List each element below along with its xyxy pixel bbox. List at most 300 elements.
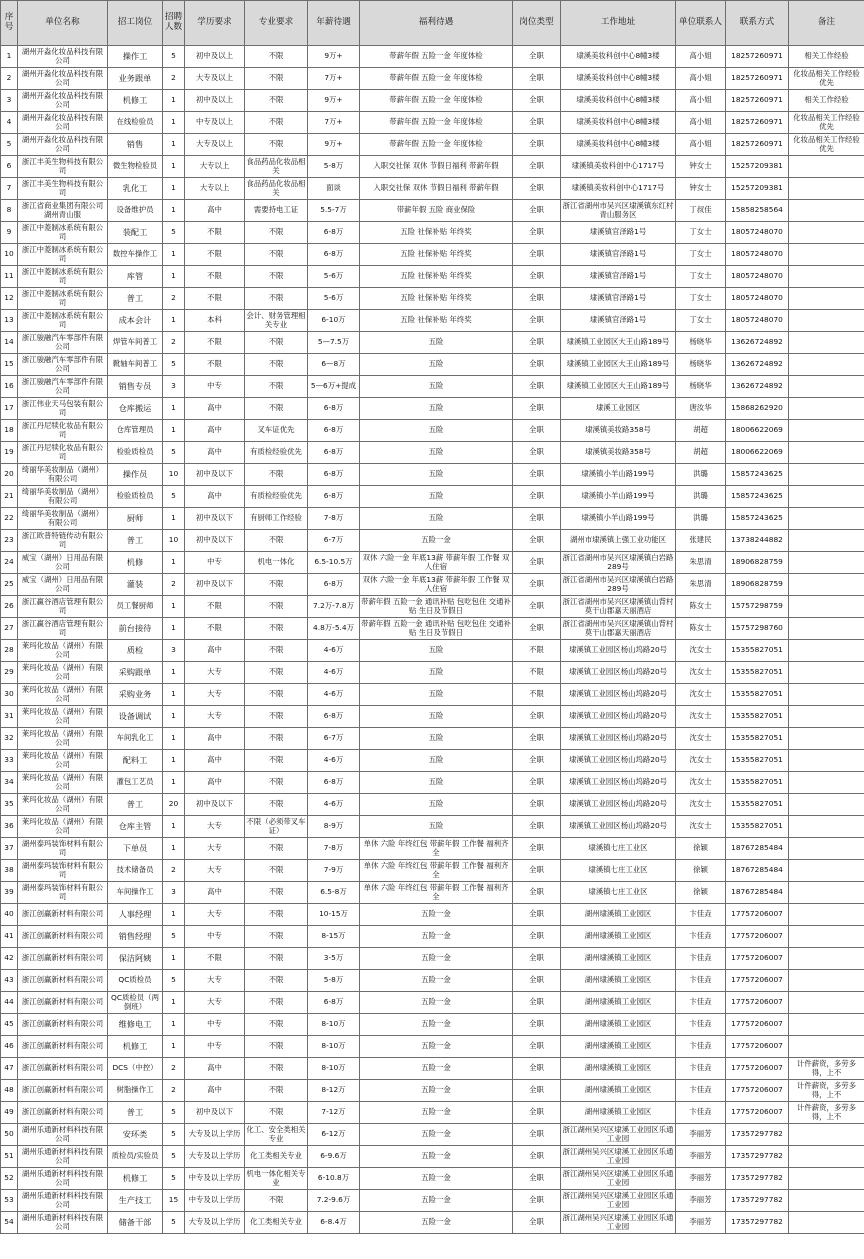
col-education-cell: 初中及以下	[185, 1102, 245, 1124]
col-job-type-cell: 全职	[513, 486, 561, 508]
col-major-cell: 不限	[245, 772, 308, 794]
col-salary-cell: 6-7万	[308, 530, 360, 552]
table-row	[1, 882, 864, 904]
col-address-cell: 埭溪镇官泽路1号	[561, 244, 676, 266]
col-major-cell: 不限	[245, 134, 308, 156]
col-index-cell: 46	[1, 1036, 18, 1058]
col-major-cell: 食品药品化妆品相关	[245, 156, 308, 178]
col-address-cell: 浙江省湖州市吴兴区埭溪镇山背村莫干山郡嘉天丽酒店	[561, 618, 676, 640]
col-phone-cell: 17357297782	[726, 1190, 789, 1212]
col-address-cell: 埭溪镇工业园区杨山坞路20号	[561, 794, 676, 816]
col-phone-cell: 15257209381	[726, 178, 789, 200]
col-headcount-cell: 1	[163, 90, 185, 112]
col-headcount-cell: 2	[163, 68, 185, 90]
col-headcount-cell: 5	[163, 1212, 185, 1234]
col-remarks-cell	[789, 860, 864, 882]
col-job-type-cell: 全职	[513, 46, 561, 68]
col-company-cell: 浙江丹尼犊化妆品有限公司	[18, 420, 108, 442]
col-remarks-cell	[789, 376, 864, 398]
col-remarks-cell	[789, 574, 864, 596]
col-phone-cell: 15355827051	[726, 640, 789, 662]
col-benefits-cell: 带薪年假 五险 商业保险	[360, 200, 513, 222]
col-contact-cell: 卞佳垚	[676, 1014, 726, 1036]
col-job-type-cell: 全职	[513, 222, 561, 244]
col-headcount-cell: 1	[163, 618, 185, 640]
col-contact-cell: 丁叔佳	[676, 200, 726, 222]
col-headcount-cell: 1	[163, 1014, 185, 1036]
col-phone-cell: 17757206007	[726, 1058, 789, 1080]
col-major-cell: 不限	[245, 596, 308, 618]
col-index-cell: 25	[1, 574, 18, 596]
col-major-cell: 不限	[245, 970, 308, 992]
col-education-cell: 高中	[185, 442, 245, 464]
col-address-cell: 埭溪镇工业园区大王山路189号	[561, 354, 676, 376]
col-headcount-cell: 3	[163, 882, 185, 904]
col-headcount-cell: 1	[163, 684, 185, 706]
col-education-cell: 中专及以上	[185, 112, 245, 134]
col-benefits-cell: 五险一金	[360, 1036, 513, 1058]
col-headcount-cell: 2	[163, 574, 185, 596]
col-index-cell: 28	[1, 640, 18, 662]
col-contact-cell: 沈女士	[676, 772, 726, 794]
col-index-cell: 10	[1, 244, 18, 266]
col-salary-cell: 8-10万	[308, 1058, 360, 1080]
col-index-cell: 6	[1, 156, 18, 178]
col-contact-cell: 洪璐	[676, 508, 726, 530]
col-contact-cell: 胡超	[676, 442, 726, 464]
table-row	[1, 948, 864, 970]
col-address-cell: 埭溪镇官泽路1号	[561, 288, 676, 310]
col-contact-cell: 卞佳垚	[676, 1080, 726, 1102]
col-index-cell: 44	[1, 992, 18, 1014]
col-phone-cell: 18767285484	[726, 838, 789, 860]
col-education-cell: 大专	[185, 992, 245, 1014]
col-headcount-cell: 1	[163, 816, 185, 838]
col-contact-cell: 高小姐	[676, 90, 726, 112]
col-company-cell: 湖州泰玛装饰材料有限公司	[18, 882, 108, 904]
col-headcount-cell: 1	[163, 420, 185, 442]
col-position-cell: 库管	[108, 266, 163, 288]
col-benefits-cell: 带薪年假 五险一金 年度体检	[360, 68, 513, 90]
col-headcount-cell: 5	[163, 926, 185, 948]
col-remarks-cell	[789, 200, 864, 222]
col-index-cell: 7	[1, 178, 18, 200]
col-headcount-cell: 20	[163, 794, 185, 816]
col-index-cell: 41	[1, 926, 18, 948]
col-benefits-cell: 五险一金	[360, 992, 513, 1014]
col-benefits-cell: 五险 社保补贴 年终奖	[360, 310, 513, 332]
col-job-type-cell: 全职	[513, 1146, 561, 1168]
col-headcount-cell: 5	[163, 46, 185, 68]
table-row	[1, 1014, 864, 1036]
col-phone-cell: 15757298760	[726, 618, 789, 640]
col-major-cell: 不限（必须带叉车证）	[245, 816, 308, 838]
col-position-cell: 普工	[108, 1102, 163, 1124]
table-row	[1, 772, 864, 794]
col-index-cell: 4	[1, 112, 18, 134]
col-position-cell: 生产技工	[108, 1190, 163, 1212]
col-benefits-cell: 五险一金	[360, 1168, 513, 1190]
col-index-cell: 14	[1, 332, 18, 354]
col-index-cell: 31	[1, 706, 18, 728]
col-benefits-cell: 五险	[360, 750, 513, 772]
col-salary-cell: 5-8万	[308, 970, 360, 992]
header-row	[1, 1, 864, 46]
col-benefits-cell: 五险 社保补贴 年终奖	[360, 222, 513, 244]
col-index-cell: 53	[1, 1190, 18, 1212]
col-phone-cell: 15757298759	[726, 596, 789, 618]
col-index-cell: 39	[1, 882, 18, 904]
col-company-cell: 威宝（湖州）日用品有限公司	[18, 552, 108, 574]
table-row	[1, 398, 864, 420]
col-position-cell: 灌装	[108, 574, 163, 596]
col-phone-cell: 15355827051	[726, 816, 789, 838]
col-remarks-cell	[789, 508, 864, 530]
col-headcount-cell: 2	[163, 1080, 185, 1102]
col-address-cell: 埭溪镇美妆科创中心1717号	[561, 178, 676, 200]
col-job-type-cell: 全职	[513, 420, 561, 442]
table-row	[1, 486, 864, 508]
table-row	[1, 904, 864, 926]
col-contact-cell: 卞佳垚	[676, 1036, 726, 1058]
col-remarks-cell	[789, 222, 864, 244]
table-row	[1, 750, 864, 772]
col-index-cell: 23	[1, 530, 18, 552]
col-headcount-cell: 1	[163, 992, 185, 1014]
col-company-cell: 浙江骏融汽车零部件有限公司	[18, 332, 108, 354]
col-remarks-cell: 化妆品相关工作经验优先	[789, 68, 864, 90]
col-education-cell: 本科	[185, 310, 245, 332]
col-education-cell: 大专以上	[185, 178, 245, 200]
table-row	[1, 508, 864, 530]
col-position-cell: 检验质检员	[108, 486, 163, 508]
col-company-cell: 湖州泰玛装饰材料有限公司	[18, 860, 108, 882]
col-index-cell: 43	[1, 970, 18, 992]
col-benefits-cell: 五险	[360, 486, 513, 508]
col-contact-cell: 唐汝华	[676, 398, 726, 420]
col-remarks-cell	[789, 662, 864, 684]
col-address-cell: 埭溪美妆科创中心8幢3楼	[561, 134, 676, 156]
col-position-cell: 机修工	[108, 1168, 163, 1190]
col-job-type-cell: 全职	[513, 838, 561, 860]
col-remarks-cell: 化妆品相关工作经验优先	[789, 112, 864, 134]
col-job-type-cell: 全职	[513, 134, 561, 156]
col-company-cell: 浙江丰美生物科技有限公司	[18, 156, 108, 178]
col-job-type-cell: 全职	[513, 728, 561, 750]
col-address-cell: 埭溪工业园区	[561, 398, 676, 420]
table-row	[1, 1190, 864, 1212]
col-address-cell: 埭溪镇七庄工业区	[561, 860, 676, 882]
col-benefits-cell: 入职交社保 双休 节假日福利 带薪年假	[360, 178, 513, 200]
col-job-type-cell: 全职	[513, 464, 561, 486]
col-company-cell: 莱玛化妆品（湖州）有限公司	[18, 662, 108, 684]
col-remarks-cell	[789, 618, 864, 640]
col-phone-cell: 17757206007	[726, 904, 789, 926]
col-phone-cell: 18906828759	[726, 552, 789, 574]
col-education-cell: 高中	[185, 772, 245, 794]
col-education-cell: 中专	[185, 1014, 245, 1036]
col-phone-cell: 15355827051	[726, 794, 789, 816]
col-salary-cell: 3-5万	[308, 948, 360, 970]
col-position-cell: 仓库主管	[108, 816, 163, 838]
col-position-cell: QC质检员	[108, 970, 163, 992]
col-benefits-cell: 五险	[360, 816, 513, 838]
col-index-cell: 34	[1, 772, 18, 794]
col-education-cell: 中专	[185, 926, 245, 948]
col-position-cell: 仓库管理员	[108, 420, 163, 442]
col-position-cell: 销售专员	[108, 376, 163, 398]
col-remarks-cell	[789, 1124, 864, 1146]
col-job-type-cell: 全职	[513, 1168, 561, 1190]
col-position-cell: 普工	[108, 530, 163, 552]
col-address-cell: 埭溪镇工业园区杨山坞路20号	[561, 640, 676, 662]
col-major-cell: 不限	[245, 728, 308, 750]
col-position-cell: 销售经理	[108, 926, 163, 948]
col-index-cell: 9	[1, 222, 18, 244]
col-benefits-cell: 五险一金	[360, 904, 513, 926]
col-headcount-cell: 5	[163, 354, 185, 376]
col-company-cell: 浙江赢谷酒店管理有限公司	[18, 596, 108, 618]
col-major-cell: 不限	[245, 926, 308, 948]
col-headcount-cell: 10	[163, 530, 185, 552]
col-contact-cell: 徐颖	[676, 882, 726, 904]
col-job-type-cell: 全职	[513, 618, 561, 640]
col-headcount-cell: 1	[163, 772, 185, 794]
col-salary-cell: 4-6万	[308, 794, 360, 816]
col-major-cell: 不限	[245, 464, 308, 486]
col-position-cell: 乳化工	[108, 178, 163, 200]
col-index-cell: 18	[1, 420, 18, 442]
col-phone-cell: 15355827051	[726, 706, 789, 728]
col-index-cell: 48	[1, 1080, 18, 1102]
col-address-cell: 埭溪镇小羊山路199号	[561, 508, 676, 530]
col-education-cell: 高中	[185, 728, 245, 750]
col-company-cell: 绮丽华美妆制品（湖州）有限公司	[18, 486, 108, 508]
table-row	[1, 552, 864, 574]
col-phone-cell: 15355827051	[726, 750, 789, 772]
col-phone-cell: 18257260971	[726, 68, 789, 90]
col-index-cell: 12	[1, 288, 18, 310]
col-index-cell: 17	[1, 398, 18, 420]
col-phone-cell: 15857243625	[726, 486, 789, 508]
col-contact-cell: 卞佳垚	[676, 992, 726, 1014]
col-education-cell: 高中	[185, 398, 245, 420]
col-address-cell: 埭溪镇美妆路358号	[561, 420, 676, 442]
col-benefits-cell: 带薪年假 五险一金 年度体检	[360, 112, 513, 134]
col-company-cell: 浙江创赢新材料有限公司	[18, 1080, 108, 1102]
col-index-cell: 26	[1, 596, 18, 618]
col-major-cell: 不限	[245, 904, 308, 926]
col-phone-cell: 18257260971	[726, 90, 789, 112]
col-position-cell: 在线检验员	[108, 112, 163, 134]
col-address-cell: 埭溪镇官泽路1号	[561, 310, 676, 332]
col-salary-cell: 面谈	[308, 178, 360, 200]
col-address-cell: 埭溪镇工业园区杨山坞路20号	[561, 662, 676, 684]
col-benefits-cell: 带薪年假 五险一金 年度体检	[360, 46, 513, 68]
col-major-cell: 不限	[245, 684, 308, 706]
col-contact-cell: 张建民	[676, 530, 726, 552]
col-headcount-cell: 1	[163, 596, 185, 618]
col-salary-header: 年薪待遇	[308, 1, 360, 46]
col-index-cell: 45	[1, 1014, 18, 1036]
table-row	[1, 200, 864, 222]
col-benefits-cell: 五险一金	[360, 1146, 513, 1168]
col-education-cell: 不限	[185, 596, 245, 618]
col-headcount-cell: 1	[163, 200, 185, 222]
col-contact-cell: 洪璐	[676, 464, 726, 486]
col-remarks-cell	[789, 530, 864, 552]
col-phone-cell: 18906828759	[726, 574, 789, 596]
col-address-cell: 浙江湖州吴兴区埭溪工业园区乐通工业园	[561, 1146, 676, 1168]
col-position-cell: 机修	[108, 552, 163, 574]
col-phone-cell: 15355827051	[726, 662, 789, 684]
col-major-cell: 不限	[245, 750, 308, 772]
col-phone-cell: 18057248070	[726, 288, 789, 310]
col-major-cell: 不限	[245, 90, 308, 112]
col-major-cell: 化工类相关专业	[245, 1212, 308, 1234]
col-remarks-cell	[789, 970, 864, 992]
col-benefits-cell: 五险	[360, 464, 513, 486]
col-company-cell: 浙江中菱制冰系统有限公司	[18, 288, 108, 310]
col-salary-cell: 9万+	[308, 90, 360, 112]
table-row	[1, 1036, 864, 1058]
col-company-cell: 湖州乐通新材料科技有限公司	[18, 1190, 108, 1212]
col-company-cell: 浙江创赢新材料有限公司	[18, 1102, 108, 1124]
col-remarks-cell	[789, 706, 864, 728]
col-position-cell: 员工餐厨师	[108, 596, 163, 618]
col-phone-cell: 17757206007	[726, 926, 789, 948]
col-phone-cell: 17757206007	[726, 992, 789, 1014]
col-contact-cell: 徐颖	[676, 838, 726, 860]
col-address-cell: 埭溪美妆科创中心8幢3楼	[561, 68, 676, 90]
col-company-cell: 浙江中菱制冰系统有限公司	[18, 222, 108, 244]
col-headcount-cell: 5	[163, 970, 185, 992]
col-benefits-cell: 带薪年假 五险一金 通讯补贴 包吃包住 交通补贴 生日及节假日	[360, 596, 513, 618]
table-row	[1, 794, 864, 816]
col-salary-cell: 4-6万	[308, 750, 360, 772]
col-position-cell: 配料工	[108, 750, 163, 772]
col-job-type-cell: 全职	[513, 948, 561, 970]
col-remarks-cell	[789, 728, 864, 750]
col-contact-cell: 钟女士	[676, 156, 726, 178]
col-address-cell: 埭溪镇工业园区杨山坞路20号	[561, 728, 676, 750]
col-phone-cell: 18057248070	[726, 244, 789, 266]
col-contact-cell: 杨晓华	[676, 376, 726, 398]
col-contact-cell: 卞佳垚	[676, 904, 726, 926]
col-major-cell: 不限	[245, 1190, 308, 1212]
col-address-cell: 埭溪镇工业园区杨山坞路20号	[561, 706, 676, 728]
col-address-header: 工作地址	[561, 1, 676, 46]
col-remarks-cell	[789, 266, 864, 288]
col-education-cell: 初中及以上	[185, 46, 245, 68]
col-address-cell: 湖州埭溪镇工业园区	[561, 992, 676, 1014]
table-row	[1, 222, 864, 244]
table-row	[1, 838, 864, 860]
col-major-cell: 有质检经验优先	[245, 486, 308, 508]
table-row	[1, 1058, 864, 1080]
col-major-cell: 不限	[245, 112, 308, 134]
col-remarks-cell	[789, 1168, 864, 1190]
col-company-cell: 浙江丰美生物科技有限公司	[18, 178, 108, 200]
col-phone-cell: 15858258564	[726, 200, 789, 222]
col-job-type-cell: 全职	[513, 354, 561, 376]
col-remarks-cell	[789, 816, 864, 838]
col-education-cell: 高中	[185, 750, 245, 772]
col-remarks-cell	[789, 1146, 864, 1168]
col-address-cell: 湖州埭溪镇工业园区	[561, 1036, 676, 1058]
col-benefits-cell: 五险	[360, 772, 513, 794]
col-education-cell: 大专及以上学历	[185, 1146, 245, 1168]
col-company-cell: 湖州乐通新材料科技有限公司	[18, 1168, 108, 1190]
col-headcount-cell: 1	[163, 266, 185, 288]
col-benefits-header: 福利待遇	[360, 1, 513, 46]
col-job-type-cell: 全职	[513, 1058, 561, 1080]
col-salary-cell: 5—7.5万	[308, 332, 360, 354]
col-salary-cell: 8-15万	[308, 926, 360, 948]
col-contact-cell: 丁女士	[676, 222, 726, 244]
col-address-cell: 埭溪镇工业园区杨山坞路20号	[561, 772, 676, 794]
table-row	[1, 1124, 864, 1146]
col-salary-cell: 6-8万	[308, 486, 360, 508]
col-index-cell: 3	[1, 90, 18, 112]
col-company-cell: 浙江中菱制冰系统有限公司	[18, 266, 108, 288]
col-education-cell: 不限	[185, 222, 245, 244]
col-benefits-cell: 单休 六险 年终红包 带薪年假 工作餐 福利齐全	[360, 860, 513, 882]
col-remarks-header: 备注	[789, 1, 864, 46]
col-headcount-cell: 5	[163, 1168, 185, 1190]
col-address-cell: 湖州埭溪镇工业园区	[561, 1058, 676, 1080]
col-contact-cell: 丁女士	[676, 310, 726, 332]
col-company-cell: 湖州开淼化妆品科技有限公司	[18, 90, 108, 112]
col-company-cell: 浙江创赢新材料有限公司	[18, 926, 108, 948]
col-position-cell: 操作员	[108, 464, 163, 486]
col-address-cell: 埭溪美妆科创中心8幢3楼	[561, 112, 676, 134]
col-major-cell: 化工类相关专业	[245, 1146, 308, 1168]
col-headcount-cell: 1	[163, 112, 185, 134]
col-phone-cell: 17757206007	[726, 1014, 789, 1036]
col-headcount-cell: 3	[163, 376, 185, 398]
col-salary-cell: 8-12万	[308, 1080, 360, 1102]
col-position-cell: 车间操作工	[108, 882, 163, 904]
col-salary-cell: 6-8万	[308, 464, 360, 486]
table-row	[1, 420, 864, 442]
col-benefits-cell: 五险 社保补贴 年终奖	[360, 266, 513, 288]
col-contact-cell: 沈女士	[676, 662, 726, 684]
col-position-cell: 维修电工	[108, 1014, 163, 1036]
table-row	[1, 134, 864, 156]
col-job-type-cell: 全职	[513, 750, 561, 772]
col-education-cell: 大专	[185, 706, 245, 728]
col-contact-cell: 沈女士	[676, 794, 726, 816]
col-contact-cell: 卞佳垚	[676, 970, 726, 992]
col-benefits-cell: 单休 六险 年终红包 带薪年假 工作餐 福利齐全	[360, 838, 513, 860]
col-salary-cell: 7-8万	[308, 508, 360, 530]
col-job-type-cell: 全职	[513, 442, 561, 464]
col-position-cell: 树脂操作工	[108, 1080, 163, 1102]
col-job-type-cell: 全职	[513, 1080, 561, 1102]
table-row	[1, 1168, 864, 1190]
col-position-cell: 采购业务	[108, 684, 163, 706]
col-headcount-cell: 1	[163, 706, 185, 728]
col-contact-cell: 沈女士	[676, 706, 726, 728]
col-company-cell: 湖州开淼化妆品科技有限公司	[18, 112, 108, 134]
col-phone-cell: 15857243625	[726, 508, 789, 530]
col-job-type-cell: 全职	[513, 530, 561, 552]
col-address-cell: 湖州埭溪镇工业园区	[561, 904, 676, 926]
col-salary-cell: 8-10万	[308, 1036, 360, 1058]
col-contact-cell: 李丽芳	[676, 1168, 726, 1190]
col-phone-cell: 15857243625	[726, 464, 789, 486]
